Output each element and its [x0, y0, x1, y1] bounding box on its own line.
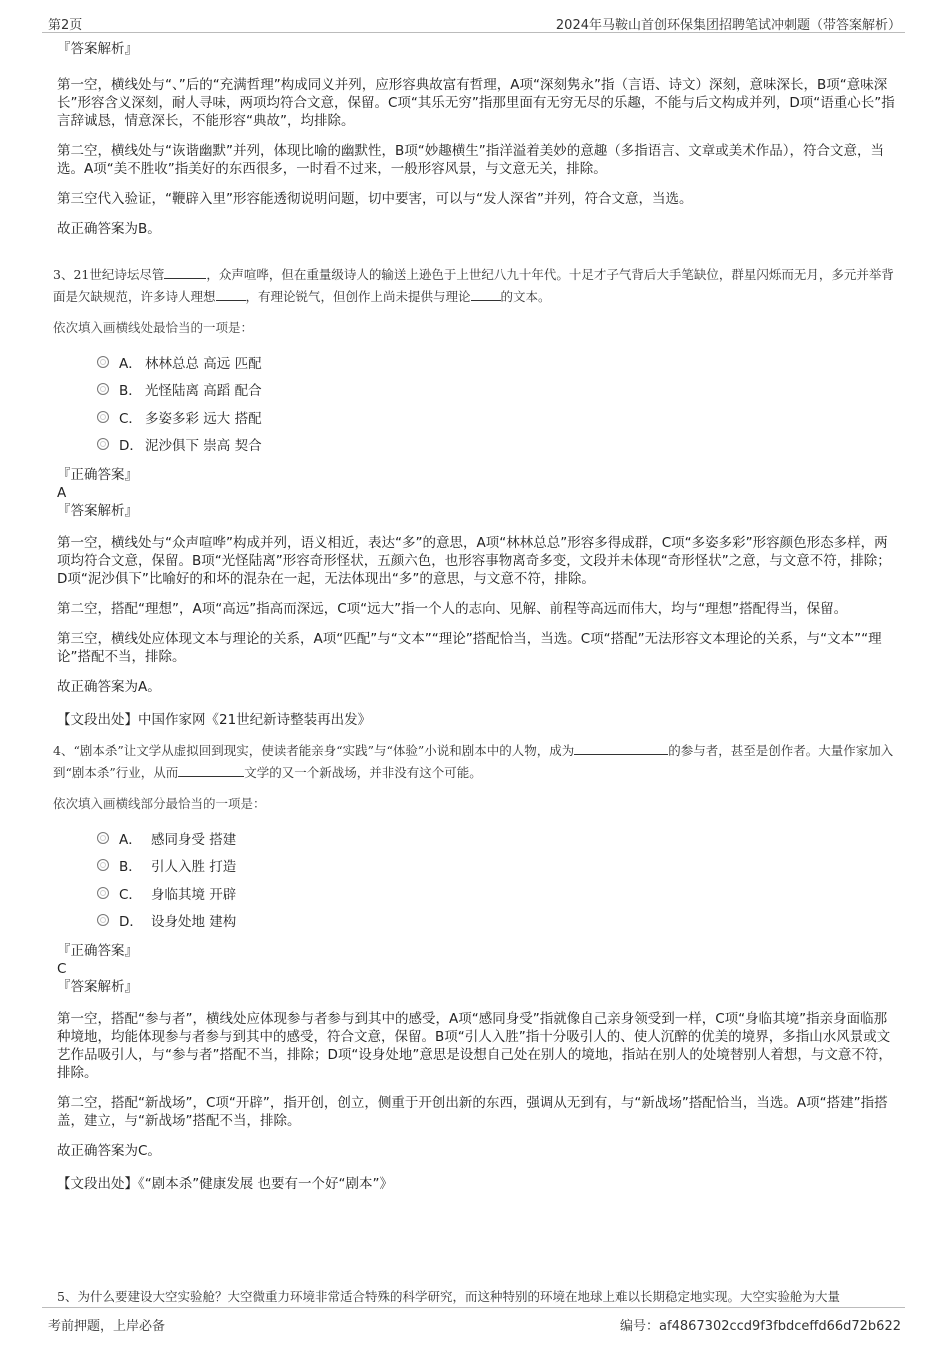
- radio-icon[interactable]: [97, 383, 109, 395]
- analysis-conclusion: 故正确答案为B。: [57, 221, 161, 237]
- question-stem: 4、“剧本杀”让文学从虚拟回到现实，使读者能亲身“实践”与“体验”小说和剧本中的人物，成为 的参与者，甚至是创作者。大量作家加入到“剧本杀”行业，从而 文学的又一个新战场，并非没有这个可能。: [53, 740, 897, 784]
- page-footer: [42, 1307, 905, 1338]
- fill-blank: [178, 762, 244, 777]
- document-id: 编号：af4867302ccd9f3fbdceffd66d72b622: [620, 1319, 901, 1334]
- option-list: [97, 348, 897, 458]
- fill-blank: [471, 286, 501, 301]
- fill-blank: [216, 286, 246, 301]
- analysis-tag: 『答案解析』: [57, 503, 138, 519]
- correct-answer-tag: 『正确答案』: [57, 943, 138, 959]
- document-body: [53, 40, 897, 1192]
- document-title: 2024年马鞍山首创环保集团招聘笔试冲刺题（带答案解析）: [555, 18, 901, 33]
- correct-answer: A: [57, 485, 67, 501]
- fill-blank: [164, 264, 206, 279]
- option-c[interactable]: C． 身临其境 开辟: [97, 879, 897, 907]
- passage-source: 【文段出处】中国作家网《21世纪新诗整装再出发》: [57, 712, 372, 728]
- option-b[interactable]: B． 引人入胜 打造: [97, 852, 897, 880]
- option-b[interactable]: B． 光怪陆离 高蹈 配合: [97, 376, 897, 404]
- analysis-paragraph: 第三空，横线处应体现文本与理论的关系，A项“匹配”与“文本”“理论”搭配恰当，当选。C项“搭配”无法形容文本理论的关系，与“文本”“理论”搭配不当，排除。: [57, 631, 882, 665]
- question-prompt: 依次填入画横线处最恰当的一项是：: [53, 320, 254, 335]
- page-number: 第2页: [48, 18, 83, 33]
- footer-slogan: 考前押题，上岸必备: [48, 1319, 166, 1334]
- option-list: [97, 824, 897, 934]
- radio-icon[interactable]: [97, 914, 109, 926]
- question-stem: 3、21世纪诗坛尽管 ，众声喧哗，但在重量级诗人的输送上逊色于上世纪八九十年代。十足才子气背后大手笔缺位，群星闪烁而无月，多元并举背面是欠缺规范，许多诗人理想 ，有理论锐气，但创作上尚未提供与理论 的文本。: [53, 264, 897, 308]
- option-a[interactable]: A． 林林总总 高远 匹配: [97, 348, 897, 376]
- correct-answer: C: [57, 961, 67, 977]
- correct-answer-tag: 『正确答案』: [57, 467, 138, 483]
- radio-icon[interactable]: [97, 356, 109, 368]
- radio-icon[interactable]: [97, 438, 109, 450]
- option-a[interactable]: A． 感同身受 搭建: [97, 824, 897, 852]
- analysis-conclusion: 故正确答案为A。: [57, 679, 161, 695]
- radio-icon[interactable]: [97, 411, 109, 423]
- analysis-paragraph: 第一空，横线处与“众声喧哗”构成并列，语义相近，表达“多”的意思，A项“林林总总”形容多得成群，C项“多姿多彩”形容颜色形态多样，两项均符合文意，保留。B项“光怪陆离”形容奇形怪状，五颜六色，也形容事物离奇多变，文段并未体现“奇形怪状”之意，与文意不符，排除；D项“泥沙俱下”比喻好的和坏的混杂在一起，无法体现出“多”的意思，与文意不符，排除。: [57, 535, 891, 587]
- radio-icon[interactable]: [97, 887, 109, 899]
- analysis-paragraph: 第一空，横线处与“、”后的“充满哲理”构成同义并列，应形容典故富有哲理，A项“深刻隽永”指（言语、诗文）深刻，意味深长，B项“意味深长”形容含义深刻，耐人寻味，两项均符合文意，保留。C项“其乐无穷”指那里面有无穷无尽的乐趣，不能与后文构成并列，D项“语重心长”指言辞诚恳，情意深长，不能形容“典故”，均排除。: [57, 77, 895, 129]
- page-header: [42, 8, 905, 33]
- analysis-paragraph: 第三空代入验证，“鞭辟入里”形容能透彻说明问题，切中要害，可以与“发人深省”并列，符合文意，当选。: [57, 191, 693, 207]
- radio-icon[interactable]: [97, 859, 109, 871]
- passage-source: 【文段出处】《“剧本杀”健康发展 也要有一个好“剧本”》: [57, 1176, 394, 1192]
- option-d[interactable]: D． 设身处地 建构: [97, 907, 897, 935]
- analysis-paragraph: 第二空，搭配“新战场”，C项“开辟”，指开创，创立，侧重于开创出新的东西，强调从无到有，与“新战场”搭配恰当，当选。A项“搭建”指搭盖，建立，与“新战场”搭配不当，排除。: [57, 1095, 888, 1129]
- analysis-conclusion: 故正确答案为C。: [57, 1143, 161, 1159]
- option-d[interactable]: D． 泥沙俱下 崇高 契合: [97, 431, 897, 459]
- analysis-tag: 『答案解析』: [57, 979, 138, 995]
- question-stem-partial: 5、为什么要建设大空实验舱？大空微重力环境非常适合特殊的科学研究，而这种特别的环境在地球上难以长期稳定地实现。大空实验舱为大量: [57, 1289, 840, 1304]
- analysis-paragraph: 第二空，横线处与“诙谐幽默”并列，体现比喻的幽默性，B项“妙趣横生”指洋溢着美妙的意趣（多指语言、文章或美术作品），符合文意，当选。A项“美不胜收”指美好的东西很多，一时看不过来，一般形容风景，与文意无关，排除。: [57, 143, 884, 177]
- analysis-paragraph: 第二空，搭配“理想”，A项“高远”指高而深远，C项“远大”指一个人的志向、见解、前程等高远而伟大，均与“理想”搭配得当，保留。: [57, 601, 848, 617]
- analysis-paragraph: 第一空，搭配“参与者”，横线处应体现参与者参与到其中的感受，A项“感同身受”指就像自己亲身领受到一样，C项“身临其境”指亲身面临那种境地，均能体现参与者参与到其中的感受，符合文意，保留。B项“引人入胜”指十分吸引人的、使人沉醉的优美的境界，多指山水风景或文艺作品吸引人，与“参与者”搭配不当，排除；D项“设身处地”意思是设想自己处在别人的境地，指站在别人的处境替别人着想，与文意不符，排除。: [57, 1011, 892, 1081]
- question-prompt: 依次填入画横线部分最恰当的一项是：: [53, 796, 266, 811]
- fill-blank: [574, 740, 668, 755]
- option-c[interactable]: C． 多姿多彩 远大 搭配: [97, 403, 897, 431]
- radio-icon[interactable]: [97, 832, 109, 844]
- analysis-tag: 『答案解析』: [57, 41, 138, 57]
